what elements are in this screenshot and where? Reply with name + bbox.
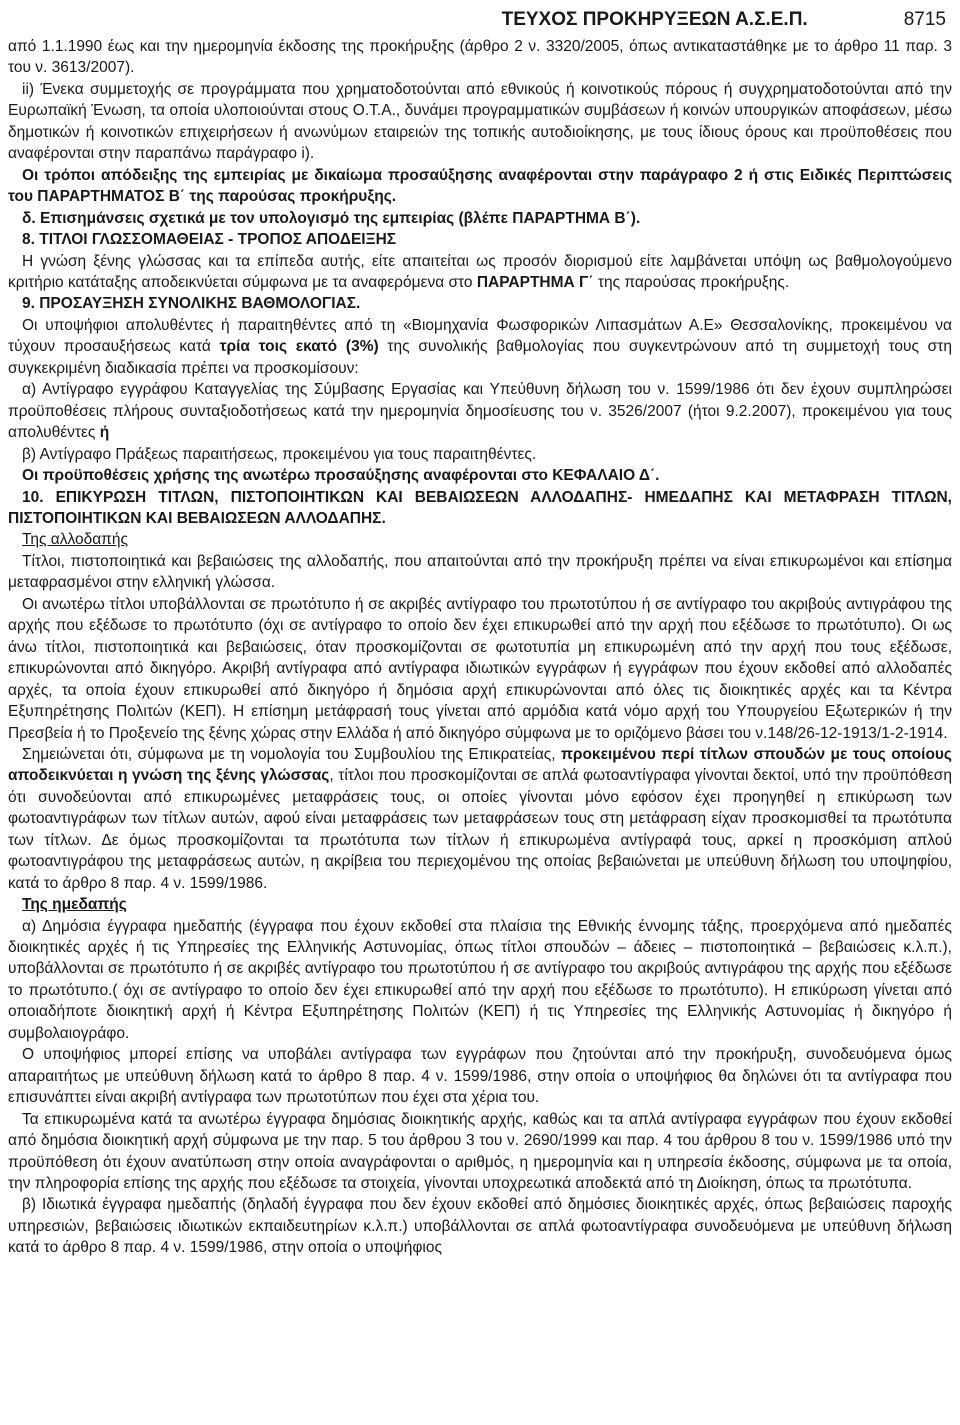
text-run: Ο υποψήφιος μπορεί επίσης να υποβάλει αντίγραφα των εγγράφων που ζητούνται από την προκήρυξη, συνοδευόμενα όμως απαραιτήτως με υπεύθυνη δήλωση κατά το άρθρο 8 παρ. 4 ν. 1599/1986, στην οποία ο υποψήφιος θα δηλώνει ότι τα αντίγραφα που επισυνάπτει είναι ακριβή αντίγραφα των πρωτοτύπων που έχει στα χέρια του.	[8, 1046, 952, 1107]
paragraph	[8, 79, 952, 165]
text-run: Της ημεδαπής	[22, 896, 127, 914]
text-run: β) Αντίγραφο Πράξεως παραιτήσεως, προκειμένου για τους παραιτηθέντες.	[22, 445, 537, 463]
text-run: 10. ΕΠΙΚΥΡΩΣΗ ΤΙΤΛΩΝ, ΠΙΣΤΟΠΟΙΗΤΙΚΩΝ ΚΑΙ ΒΕΒΑΙΩΣΕΩΝ ΑΛΛΟΔΑΠΗΣ- ΗΜΕΔΑΠΗΣ ΚΑΙ ΜΕΤΑΦΡΑΣΗ ΤΙΤΛΩΝ, ΠΙΣΤΟΠΟΙΗΤΙΚΩΝ ΚΑΙ ΒΕΒΑΙΩΣΕΩΝ ΑΛΛΟΔΑΠΗΣ.	[8, 488, 952, 527]
page-number: 8715	[903, 9, 946, 30]
text-run: ii) Ένεκα συμμετοχής σε προγράμματα που χρηματοδοτούνται από εθνικούς ή κοινοτικούς πόρους ή συγχρηματοδοτούνται από την Ευρωπαϊκή Ένωση, τα οποία υλοποιούνται στους Ο.Τ.Α., δυνάμει προγραμματικών συμβάσεων ή κοινών υπουργικών αποφάσεων, μέσω δημοτικών ή κοινοτικών επιχειρήσεων ή ανωνύμων εταιρειών της τοπικής αυτοδιοίκησης, με τους ίδιους όρους και προϋποθέσεις που αναφέρονται στην παραπάνω παράγραφο i).	[8, 80, 952, 163]
paragraph	[8, 36, 952, 79]
text-run: α) Δημόσια έγγραφα ημεδαπής (έγγραφα που έχουν εκδοθεί στα πλαίσια της Εθνικής έννομης τάξης, προερχόμενα από ημεδαπές διοικητικές αρχές ή τις Υπηρεσίες της Ελληνικής Αστυνομίας, όπως τίτλοι σπουδών – άδειες – πιστοποιητικά – βεβαιώσεις κ.λ.π.), υποβάλλονται σε πρωτότυπο ή σε ακριβές αντίγραφο του πρωτοτύπου ή σε αντίγραφο του ακριβούς αντιγράφου της αρχής που εξέδωσε το πρωτότυπο.( όχι σε αντίγραφο το οποίο δεν έχει επικυρωθεί από την αρχή που εξέδωσε το πρωτότυπο). Η επικύρωση γίνεται από οποιαδήποτε διοικητική αρχή ή Κέντρα Εξυπηρέτησης Πολιτών (ΚΕΠ) ή τις Υπηρεσίες της Ελληνικής Αστυνομίας ή δικηγόρο ή συμβολαιογράφο.	[8, 917, 952, 1042]
paragraph	[8, 744, 952, 894]
page-header	[8, 4, 952, 36]
text-run: Οι τρόποι απόδειξης της εμπειρίας με δικαίωμα προσαύξησης αναφέρονται στην παράγραφο 2 ή στις Ειδικές Περιπτώσεις του ΠΑΡΑΡΤΗΜΑΤΟΣ Β΄ της παρούσας προκήρυξης.	[8, 166, 952, 206]
text-run: 8. ΤΙΤΛΟΙ ΓΛΩΣΣΟΜΑΘΕΙΑΣ - ΤΡΟΠΟΣ ΑΠΟΔΕΙΞΗΣ	[22, 231, 397, 249]
text-run: α) Αντίγραφο εγγράφου Καταγγελίας της Σύμβασης Εργασίας και Υπεύθυνη δήλωση του ν. 1599/1986 ότι δεν έχουν συμπληρώσει προϋποθέσεις πλήρους συνταξιοδοτήσεως κατά την ημερομηνία δημοσίευσης του ν. 3526/2007 (ήτοι 9.2.2007), προκειμένου για τους απολυθέντες	[8, 381, 952, 442]
text-run: τρία τοις εκατό (3%)	[219, 338, 379, 356]
text-run: Σημειώνεται ότι, σύμφωνα με τη νομολογία του Συμβουλίου της Επικρατείας,	[22, 745, 561, 763]
text-run: Τα επικυρωμένα κατά τα ανωτέρω έγγραφα δημόσιας διοικητικής αρχής, καθώς και τα απλά αντίγραφα εγγράφων που έχουν εκδοθεί από δημόσια διοικητική αρχή σύμφωνα με την παρ. 5 του άρθρου 3 του ν. 2690/1999 και παρ. 4 του άρθρου 8 του ν. 1599/1986 υπό την προϋπόθεση ότι έχουν ανατύπωση στην οποία αναγράφονται ο αριθμός, η ημερομηνία και η υπηρεσία έκδοσης, σύμφωνα με τα οποία, την πληροφορία επίσης της αρχής που εξέδωσε τα στοιχεία, γίνονται υποχρεωτικά αποδεκτά από τη Διοίκηση, όπως τα πρωτότυπα.	[8, 1110, 952, 1193]
paragraph	[8, 293, 952, 314]
paragraph	[8, 916, 952, 1045]
paragraph	[8, 1044, 952, 1108]
paragraph	[8, 465, 952, 486]
text-run: της παρούσας προκήρυξης.	[593, 273, 790, 291]
text-run: της συνολικής βαθμολογίας που συγκεντρώνουν από τη συμμετοχή τους στη συγκεκριμένη διαδικασία πρέπει να προσκομίσουν:	[8, 338, 952, 377]
document-body	[8, 36, 952, 1259]
text-run: Οι υποψήφιοι απολυθέντες ή παραιτηθέντες από τη «Βιομηχανία Φωσφορικών Λιπασμάτων Α.Ε» Θεσσαλονίκης, προκειμένου να τύχουν προσαυξήσεως κατά	[8, 316, 952, 356]
text-run: Η γνώση ξένης γλώσσας και τα επίπεδα αυτής, είτε απαιτείται ως προσόν διορισμού είτε λαμβάνεται υπόψη ως βαθμολογούμενο κριτήριο κατάταξης αποδεικνύεται σύμφωνα με τα αναφερόμενα στο	[8, 252, 952, 291]
text-run: , τίτλοι που προσκομίζονται σε απλά φωτοαντίγραφα γίνονται δεκτοί, υπό την προϋπόθεση ότι συνοδεύονται από επικυρωμένες μεταφράσεις τους, οι οποίες γίνονται μόνο εφόσον έχει προηγηθεί η επικύρωση των φωτοαντιγράφων των τίτλων αυτών, αφού είναι μεταφράσεις των μεταφράσεων τους στη μετάφραση είχαν προσκομισθεί τα πρωτότυπα των τίτλων. Δε όμως προσκομίζονται τα πρωτότυπα των τίτλων ή επικυρωμένα αντίγραφά τους, αρκεί η προσκόμιση απλού φωτοαντιγράφου της μεταφράσεως αυτών, η ακρίβεια του περιεχομένου της οποίας βεβαιώνεται με υπεύθυνη δήλωση του υποψηφίου, κατά το άρθρο 8 παρ. 4 ν. 1599/1986.	[8, 767, 952, 892]
issue-title: ΤΕΥΧΟΣ ΠΡΟΚΗΡΥΞΕΩΝ Α.Σ.Ε.Π.	[501, 9, 808, 30]
paragraph	[8, 1194, 952, 1258]
text-run: ή	[99, 424, 110, 442]
text-run: Της αλλοδαπής	[22, 531, 128, 549]
text-run: Οι ανωτέρω τίτλοι υποβάλλονται σε πρωτότυπο ή σε ακριβές αντίγραφο του πρωτοτύπου ή σε αντίγραφο του ακριβούς αντιγράφου της αρχής που εξέδωσε το πρωτότυπο (όχι σε αντίγραφο το οποίο δεν έχει επικυρωθεί από την αρχή που εξέδωσε το πρωτότυπο). Οι ως άνω τίτλοι, πιστοποιητικά και βεβαιώσεις, όταν προσκομίζονται σε φωτοτυπία μη επικυρωμένη από την αρχή που τους εξέδωσε, επικυρώνονται από δικηγόρο. Ακριβή αντίγραφα από αντίγραφα ιδιωτικών εγγράφων ή εγγράφων που έχουν εκδοθεί από αλλοδαπές αρχές, τα οποία έχουν επικυρωθεί από δικηγόρο ή δημόσια αρχή επικυρώνονται από όλες τις διοικητικές αρχές και τα Κέντρα Εξυπηρέτησης Πολιτών (ΚΕΠ). Η επίσημη μετάφρασή τους γίνεται από αρμόδια κατά νόμο αρχή του Υπουργείου Εξωτερικών ή την Πρεσβεία ή το Προξενείο της ξένης χώρας στην Ελλάδα ή από δικηγόρο σύμφωνα με το οριζόμενο βάσει του ν.148/26-12-1913/1-2-1914.	[8, 595, 952, 742]
paragraph	[8, 529, 952, 550]
paragraph	[8, 315, 952, 379]
text-run: 9. ΠΡΟΣΑΥΞΗΣΗ ΣΥΝΟΛΙΚΗΣ ΒΑΘΜΟΛΟΓΙΑΣ.	[22, 295, 361, 313]
paragraph	[8, 165, 952, 208]
text-run: ΠΑΡΑΡΤΗΜΑ Γ΄	[476, 273, 594, 291]
text-run: δ. Επισημάνσεις σχετικά με τον υπολογισμό της εμπειρίας (βλέπε ΠΑΡΑΡΤΗΜΑ Β΄).	[22, 209, 641, 227]
paragraph	[8, 594, 952, 744]
text-run: Οι προϋποθέσεις χρήσης της ανωτέρω προσαύξησης αναφέρονται στο ΚΕΦΑΛΑΙΟ Δ΄.	[22, 467, 660, 485]
paragraph	[8, 229, 952, 250]
paragraph	[8, 444, 952, 465]
paragraph	[8, 551, 952, 594]
text-run: Τίτλοι, πιστοποιητικά και βεβαιώσεις της αλλοδαπής, που απαιτούνται από την προκήρυξη πρέπει να είναι επικυρωμένοι και επίσημα μεταφρασμένοι στην ελληνική γλώσσα.	[8, 552, 952, 592]
paragraph	[8, 379, 952, 443]
text-run: β) Ιδιωτικά έγγραφα ημεδαπής (δηλαδή έγγραφα που δεν έχουν εκδοθεί από δημόσιες διοικητικές αρχές, όπως βεβαιώσεις παροχής υπηρεσιών, βεβαιώσεις ιδιωτικών εκπαιδευτηρίων κ.λ.π.) υποβάλλονται σε απλά φωτοαντίγραφα συνοδευόμενα με υπεύθυνη δήλωση κατά το άρθρο 8 παρ. 4 ν. 1599/1986, στην οποία ο υποψήφιος	[8, 1196, 952, 1257]
text-run: από 1.1.1990 έως και την ημερομηνία έκδοσης της προκήρυξης (άρθρο 2 ν. 3320/2005, όπως αντικαταστάθηκε με το άρθρο 11 παρ. 3 του ν. 3613/2007).	[8, 38, 952, 77]
paragraph	[8, 251, 952, 294]
paragraph	[8, 208, 952, 229]
paragraph	[8, 1109, 952, 1195]
paragraph	[8, 894, 952, 915]
text-run: προκειμένου περί τίτλων σπουδών με τους οποίους αποδεικνύεται η γνώση της ξένης γλώσσας	[8, 745, 952, 785]
paragraph	[8, 487, 952, 530]
